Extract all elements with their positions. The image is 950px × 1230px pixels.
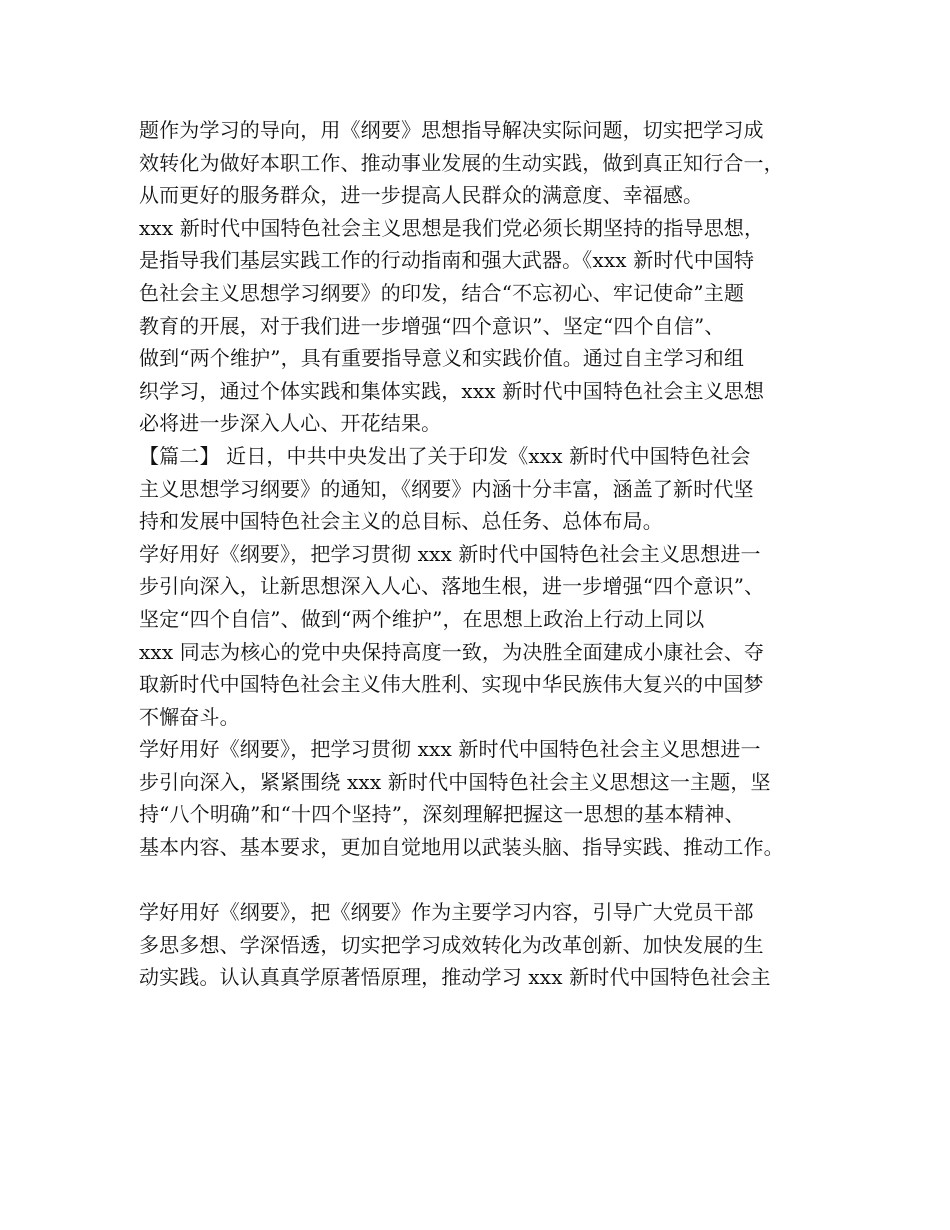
text-line: 取新时代中国特色社会主义伟大胜利、实现中华民族伟大复兴的中国梦: [139, 672, 764, 697]
text-line: 必将进一步深入人心、开花结果。: [139, 411, 442, 436]
text-line: 步引向深入，紧紧围绕 xxx 新时代中国特色社会主义思想这一主题，坚: [139, 769, 771, 794]
document-body: [139, 114, 829, 994]
text-line: 从而更好的服务群众，进一步提高人民群众的满意度、幸福感。: [139, 183, 704, 208]
text-line: 学好用好《纲要》，把学习贯彻 xxx 新时代中国特色社会主义思想进一: [139, 541, 761, 566]
text-line: 效转化为做好本职工作、推动事业发展的生动实践，做到真正知行合一，: [139, 150, 784, 175]
text-line: xxx 同志为核心的党中央保持高度一致，为决胜全面建成小康社会、夺: [139, 639, 765, 664]
paragraph-gap: [139, 864, 829, 897]
text-line: 做到“两个维护”，具有重要指导意义和实践价值。通过自主学习和组: [139, 346, 745, 371]
text-line: 教育的开展，对于我们进一步增强“四个意识”、坚定“四个自信”、: [139, 313, 725, 338]
text-line: 持“八个明确”和“十四个坚持”，深刻理解把握这一思想的基本精神、: [139, 802, 745, 827]
text-line: xxx 新时代中国特色社会主义思想是我们党必须长期坚持的指导思想，: [139, 215, 765, 240]
text-line: 主义思想学习纲要》的通知，《纲要》内涵十分丰富，涵盖了新时代坚: [139, 476, 754, 501]
text-line: 坚定“四个自信”、做到“两个维护”，在思想上政治上行动上同以: [139, 606, 705, 631]
text-line: 步引向深入，让新思想深入人心、落地生根，进一步增强“四个意识”、: [139, 574, 765, 599]
text-line: 是指导我们基层实践工作的行动指南和强大武器。《xxx 新时代中国特: [139, 248, 755, 273]
text-line: 基本内容、基本要求，更加自觉地用以武装头脑、指导实践、推动工作。: [139, 835, 784, 860]
text-line: 持和发展中国特色社会主义的总目标、总任务、总体布局。: [139, 509, 663, 534]
text-line: 题作为学习的导向，用《纲要》思想指导解决实际问题，切实把学习成: [139, 118, 764, 142]
text-line: 织学习，通过个体实践和集体实践，xxx 新时代中国特色社会主义思想: [139, 378, 765, 403]
text-line: 学好用好《纲要》，把《纲要》作为主要学习内容，引导广大党员干部: [139, 900, 754, 925]
text-line: 色社会主义思想学习纲要》的印发，结合“不忘初心、牢记使命”主题: [139, 280, 745, 305]
text-line: 动实践。认认真真学原著悟原理，推动学习 xxx 新时代中国特色社会主: [139, 965, 771, 990]
text-line: 不懈奋斗。: [139, 704, 240, 729]
text-line: 学好用好《纲要》，把学习贯彻 xxx 新时代中国特色社会主义思想进一: [139, 737, 761, 762]
section-heading-line: 【篇二】 近日，中共中央发出了关于印发《xxx 新时代中国特色社会: [139, 443, 751, 468]
text-line: 多思多想、学深悟透，切实把学习成效转化为改革创新、加快发展的生: [139, 932, 764, 957]
